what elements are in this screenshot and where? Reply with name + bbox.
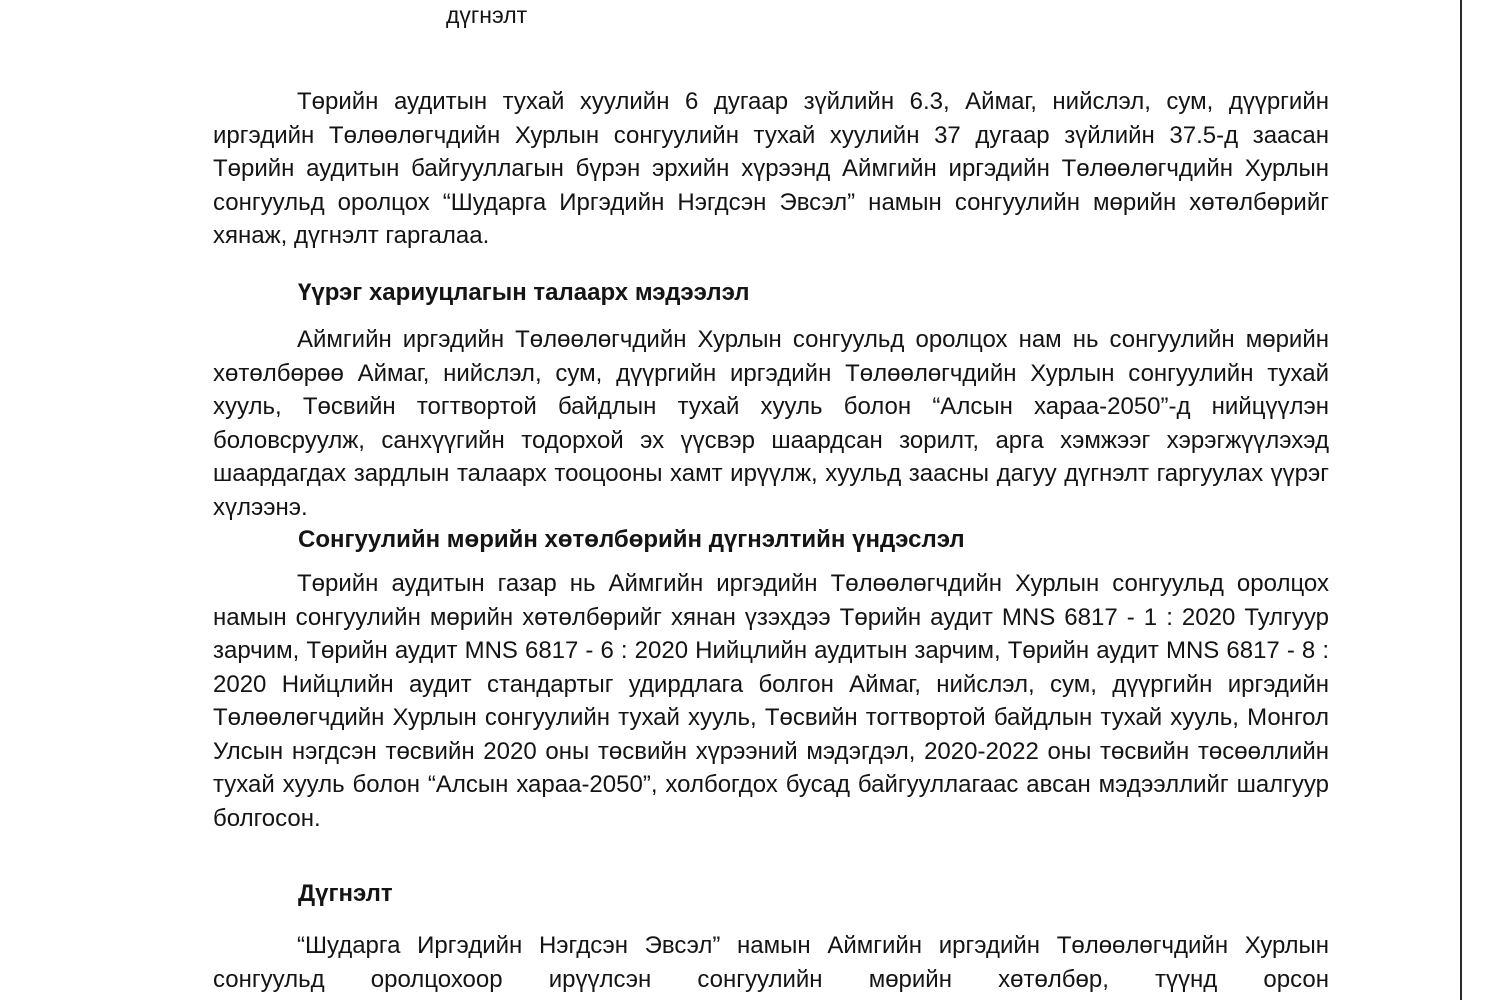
section-heading-basis: Сонгуулийн мөрийн хөтөлбөрийн дүгнэлтийн үндэслэл [298, 526, 965, 553]
responsibility-paragraph: Аймгийн иргэдийн Төлөөлөгчдийн Хурлын сонгуульд оролцох нам нь сонгуулийн мөрийн хөтөлбөрөө Аймаг, нийслэл, сум, дүүргийн иргэдийн Төлөөлөгчдийн Хурлын сонгуулийн тухай хууль, Төсвийн тогтвортой байдлын тухай хууль болон “Алсын хараа-2050”-д нийцүүлэн боловсруулж, санхүүгийн тодорхой эх үүсвэр шаардсан зорилт, арга хэмжээг хэрэгжүүлэхэд шаардагдах зардлын талаарх тооцооны хамт ирүүлж, хуульд заасны дагуу дүгнэлт гаргуулах үүрэг хүлээнэ. [213, 326, 1329, 521]
intro-paragraph: Төрийн аудитын тухай хуулийн 6 дугаар зүйлийн 6.3, Аймаг, нийслэл, сум, дүүргийн иргэдийн Төлөөлөгчдийн Хурлын сонгуулийн тухай хуулийн 37 дугаар зүйлийн 37.5-д заасан Төрийн аудитын байгууллагын бүрэн эрхийн хүрээнд Аймгийн иргэдийн Төлөөлөгчдийн Хурлын сонгуульд оролцох “Шударга Иргэдийн Нэгдсэн Эвсэл” намын сонгуулийн мөрийн хөтөлбөрийг хянаж, дүгнэлт гаргалаа. [213, 88, 1329, 249]
header-fragment: дүгнэлт [446, 2, 528, 28]
section-heading-responsibility: Үүрэг хариуцлагын талаарх мэдээлэл [298, 279, 750, 306]
basis-paragraph: Төрийн аудитын газар нь Аймгийн иргэдийн Төлөөлөгчдийн Хурлын сонгуульд оролцох намын сонгуулийн мөрийн хөтөлбөрийг хянан үзэхдээ Төрийн аудит MNS 6817 - 1 : 2020 Тулгуур зарчим, Төрийн аудит MNS 6817 - 6 : 2020 Нийцлийн аудитын зарчим, Төрийн аудит MNS 6817 - 8 : 2020 Нийцлийн аудит стандартыг удирдлага болгон Аймаг, нийслэл, сум, дүүргийн иргэдийн Төлөөлөгчдийн Хурлын сонгуулийн тухай хууль, Төсвийн тогтвортой байдлын тухай хууль, Монгол Улсын нэгдсэн төсвийн 2020 оны төсвийн хүрээний мэдэгдэл, 2020-2022 оны төсвийн төсөөллийн тухай хууль болон “Алсын хараа-2050”, холбогдох бусад байгууллагаас авсан мэдээллийг шалгуур болгосон. [213, 570, 1329, 832]
section-heading-conclusion: Дүгнэлт [298, 880, 393, 907]
conclusion-paragraph: “Шударга Иргэдийн Нэгдсэн Эвсэл” намын Аймгийн иргэдийн Төлөөлөгчдийн Хурлын сонгуульд оролцохоор ирүүлсэн сонгуулийн мөрийн хөтөлбөр, түүнд орсон [213, 932, 1329, 993]
scan-edge-line [1460, 0, 1462, 1000]
